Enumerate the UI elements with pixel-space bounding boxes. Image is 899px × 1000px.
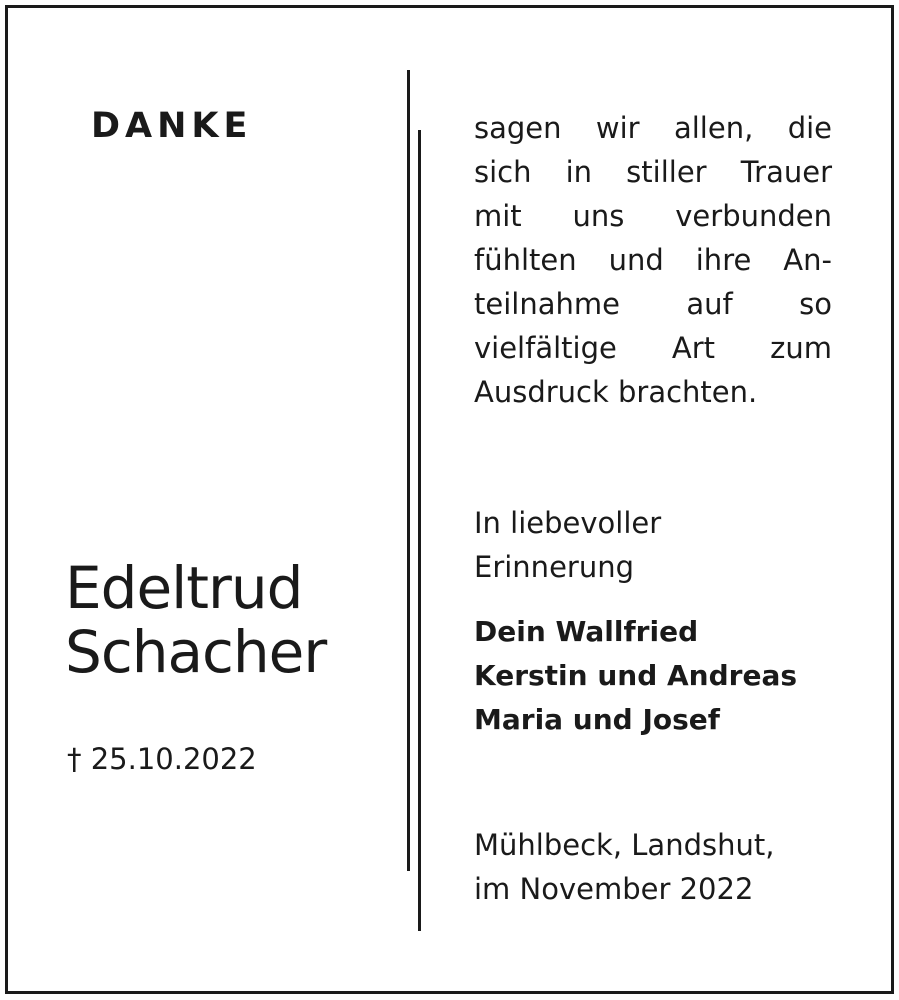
divider-line-right bbox=[418, 130, 421, 931]
thanks-line: vielfältige Art zum bbox=[474, 331, 832, 365]
death-date: † 25.10.2022 bbox=[67, 742, 257, 776]
place-line: Mühlbeck, Landshut, bbox=[474, 828, 775, 862]
family-member-line: Maria und Josef bbox=[474, 703, 720, 736]
family-signatures bbox=[474, 610, 832, 742]
deceased-name bbox=[65, 556, 326, 684]
thanks-line: teilnahme auf so bbox=[474, 287, 832, 321]
thanks-line: sich in stiller Trauer bbox=[474, 155, 832, 189]
memory-line-1: In liebevoller bbox=[474, 506, 662, 540]
memory-phrase bbox=[474, 501, 832, 589]
divider-line-left bbox=[407, 70, 410, 871]
thanks-line: fühlten und ihre An- bbox=[474, 243, 832, 277]
place-and-date bbox=[474, 823, 832, 911]
thanks-paragraph bbox=[474, 106, 832, 414]
date-line: im November 2022 bbox=[474, 872, 754, 906]
deceased-first-name: Edeltrud bbox=[65, 554, 303, 622]
memory-line-2: Erinnerung bbox=[474, 550, 634, 584]
family-member-line: Kerstin und Andreas bbox=[474, 659, 797, 692]
heading-danke: DANKE bbox=[91, 106, 253, 146]
thanks-line: sagen wir allen, die bbox=[474, 111, 832, 145]
thanks-line: Ausdruck brachten. bbox=[474, 375, 758, 409]
thanks-line: mit uns verbunden bbox=[474, 199, 832, 233]
family-member-line: Dein Wallfried bbox=[474, 615, 699, 648]
deceased-last-name: Schacher bbox=[65, 618, 327, 686]
